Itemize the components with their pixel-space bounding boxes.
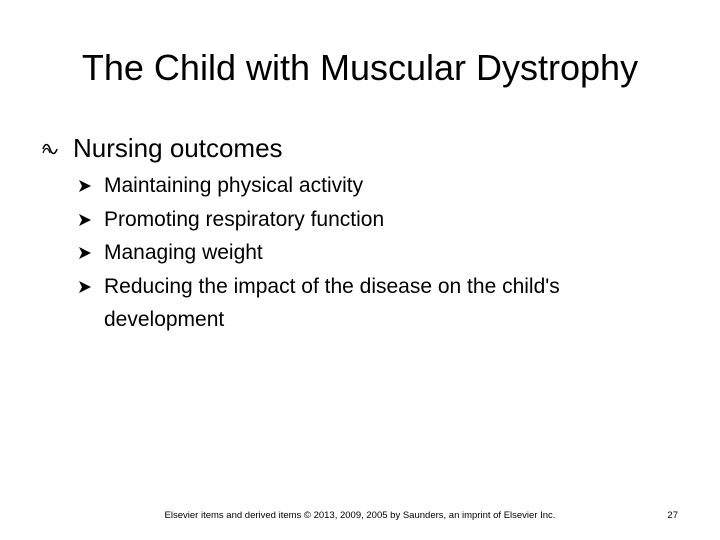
copyright-footer: Elsevier items and derived items © 2013, 2009, 2005 by Saunders, an imprint of Elsevier Inc. <box>164 510 556 521</box>
arrow-bullet-icon <box>78 280 92 294</box>
list-item-label: Maintaining physical activity <box>104 174 364 197</box>
page-number: 27 <box>667 510 678 521</box>
arrow-bullet-icon <box>78 246 92 260</box>
section-heading <box>42 133 682 163</box>
outcomes-list <box>78 169 678 337</box>
list-item <box>78 203 678 237</box>
list-item <box>78 270 678 337</box>
arrow-bullet-icon <box>78 213 92 227</box>
list-item <box>78 236 678 270</box>
list-item-label: Promoting respiratory function <box>104 207 385 231</box>
section-heading-label: Nursing outcomes <box>73 133 283 163</box>
slide-title: The Child with Muscular Dystrophy <box>81 47 639 88</box>
arrow-bullet-icon <box>78 179 92 193</box>
list-item-label: Managing weight <box>104 241 263 264</box>
wavy-bullet-icon <box>42 142 58 156</box>
list-item-label: Reducing the impact of the disease on the child's development <box>104 274 560 331</box>
list-item <box>78 169 678 203</box>
